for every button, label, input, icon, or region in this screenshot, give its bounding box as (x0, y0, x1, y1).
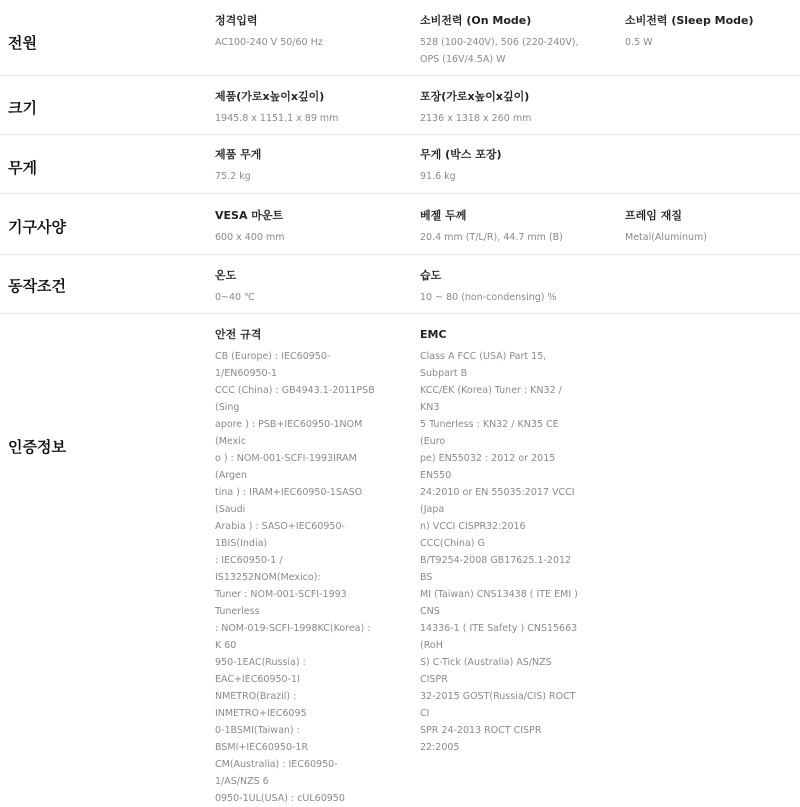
spec-label: 안전 규격 (215, 328, 262, 341)
spec-item (625, 14, 795, 51)
spec-value: 75.2 kg (215, 171, 251, 182)
spec-row-weight (0, 135, 800, 194)
spec-value: 10 ~ 80 (non-condensing) % (420, 292, 557, 303)
spec-item (215, 14, 375, 51)
spec-label: 제품(가로x높이x깊이) (215, 90, 325, 103)
spec-item (420, 269, 582, 306)
spec-label: 온도 (215, 269, 237, 282)
spec-value: 20.4 mm (T/L/R), 44.7 mm (B) (420, 232, 563, 243)
category-label: 무게 (8, 159, 37, 177)
spec-value: 1945.8 x 1151.1 x 89 mm (215, 113, 339, 124)
spec-row-operating-conditions (0, 255, 800, 314)
spec-label: 소비전력 (Sleep Mode) (625, 14, 754, 27)
spec-value: 528 (100-240V), 506 (220-240V), OPS (16V/4.5A) W (420, 37, 579, 65)
spec-value: Metal(Aluminum) (625, 232, 707, 243)
spec-label: 소비전력 (On Mode) (420, 14, 532, 27)
spec-value: 0~40 ℃ (215, 292, 255, 303)
spec-value: 91.6 kg (420, 171, 456, 182)
spec-item (420, 148, 582, 185)
spec-row-power (0, 0, 800, 76)
spec-label: 무게 (박스 포장) (420, 148, 502, 161)
spec-label: 제품 무게 (215, 148, 262, 161)
spec-label: 포장(가로x높이x깊이) (420, 90, 530, 103)
spec-label: 베젤 두께 (420, 209, 467, 222)
spec-label: 프레임 재질 (625, 209, 682, 222)
spec-label: EMC (420, 328, 447, 341)
spec-value: CB (Europe) : IEC60950-1/EN60950-1 CCC (China) : GB4943.1-2011PSB (Sing apore ) : PSB+IEC60950-1NOM (Mexic o ) : NOM-001-SCFI-1993IRAM (Argen tina ) : IRAM+IEC60950-1SASO (Saudi Arabia ) : SASO+IEC60950-1BIS(India) : IEC60950-1 / IS13252NOM(Mexico): Tuner : NOM-001-SCFI-1993 Tunerless : NOM-019-SCFI-1998KC(Korea) : K 60 950-1EAC(Russia) : EAC+IEC60950-1I NMETRO(Brazil) : INMETRO+IEC6095 0-1BSMI(Taiwan) : BSMI+IEC60950-1R CM(Australia) : IEC60950-1/AS/NZS 6 0950-1UL(USA) : cUL60950 (215, 351, 375, 804)
spec-label: 습도 (420, 269, 442, 282)
category-label: 크기 (8, 99, 37, 117)
spec-value: AC100-240 V 50/60 Hz (215, 37, 323, 48)
spec-item (420, 90, 582, 127)
spec-item (215, 269, 375, 306)
spec-label: 정격입력 (215, 14, 258, 27)
spec-item (420, 14, 582, 68)
spec-item (420, 209, 582, 246)
spec-item (420, 328, 582, 756)
category-label: 기구사양 (8, 218, 66, 236)
spec-item (625, 209, 795, 246)
spec-value: 2136 x 1318 x 260 mm (420, 113, 532, 124)
spec-item (215, 209, 375, 246)
category-label: 전원 (8, 34, 37, 52)
category-label: 동작조건 (8, 277, 66, 295)
spec-item (215, 148, 375, 185)
spec-row-certification (0, 314, 800, 804)
spec-row-size (0, 76, 800, 135)
spec-value: 600 x 400 mm (215, 232, 285, 243)
spec-item (215, 90, 375, 127)
spec-value: 0.5 W (625, 37, 653, 48)
spec-label: VESA 마운트 (215, 209, 284, 222)
spec-item (215, 328, 375, 807)
spec-row-mechanical (0, 194, 800, 255)
category-label: 인증정보 (8, 438, 66, 456)
spec-value: Class A FCC (USA) Part 15, Subpart B KCC/EK (Korea) Tuner : KN32 / KN3 5 Tunerless : KN32 / KN35 CE (Euro pe) EN55032 : 2012 or 2015 EN550 24:2010 or EN 55035:2017 VCCI (Japa n) VCCI CISPR32:2016 CCC(China) G B/T9254-2008 GB17625.1-2012 BS MI (Taiwan) CNS13438 ( ITE EMI ) CNS 14336-1 ( ITE Safety ) CNS15663 (RoH S) C-Tick (Australia) AS/NZS CISPR 32-2015 GOST(Russia/CIS) ROCT CI SPR 24-2013 ROCT CISPR 22:2005 (420, 351, 578, 753)
